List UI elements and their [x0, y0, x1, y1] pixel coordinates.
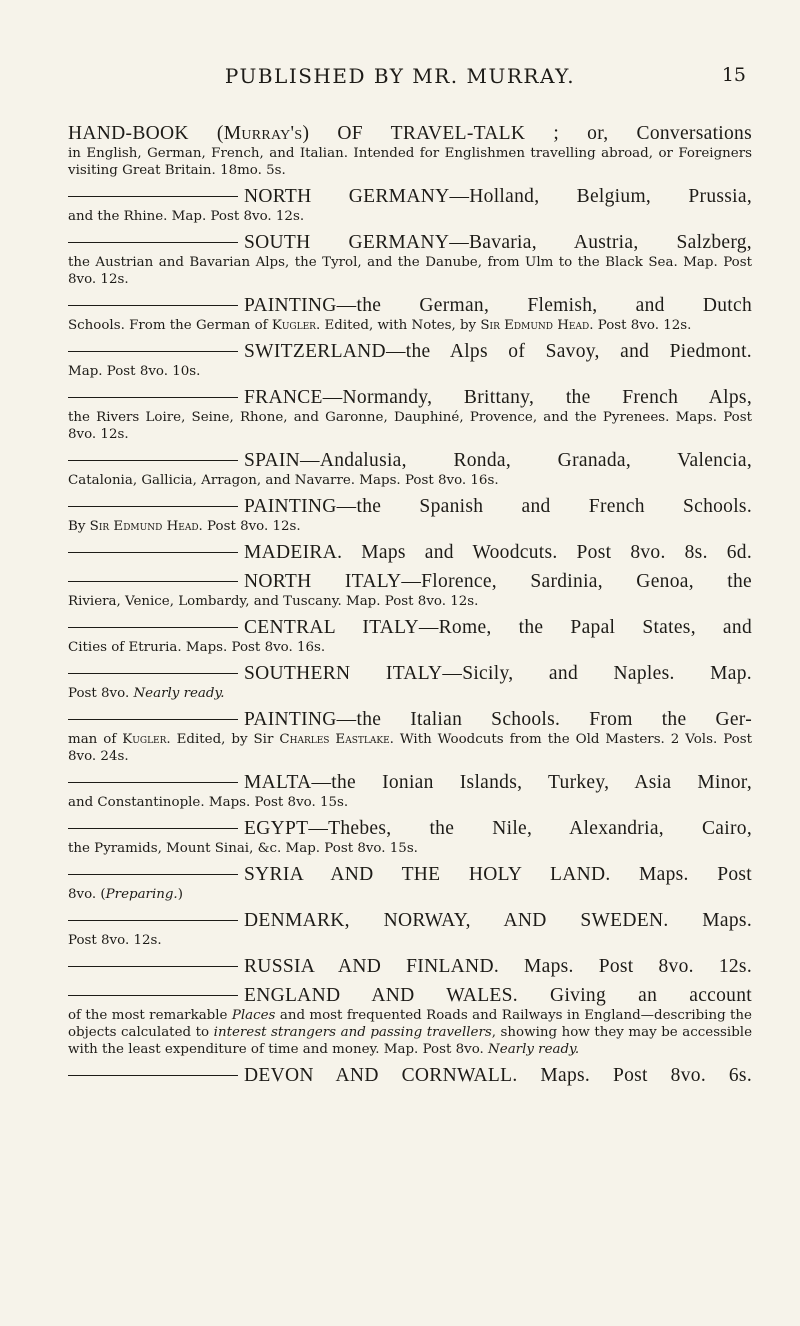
ditto-rule: [68, 828, 238, 829]
entry-heading-text: MADEIRA. Maps and Woodcuts. Post 8vo. 8s. 6d.: [244, 542, 752, 563]
entry-heading-text: DENMARK, NORWAY, AND SWEDEN. Maps.: [244, 910, 752, 931]
entry-text: . Post 8vo. 12s.: [589, 318, 692, 333]
entry-heading-smallcaps: Murray's: [223, 123, 303, 144]
ditto-rule: [68, 552, 238, 553]
emphasis-text: interest strangers and passing travellers: [213, 1025, 492, 1040]
entry-heading: [68, 122, 752, 145]
ditto-rule: [68, 719, 238, 720]
ditto-rule: [68, 995, 238, 996]
entry-text: Post 8vo.: [68, 686, 134, 701]
entry-description: Cities of Etruria. Maps. Post 8vo. 16s.: [68, 640, 326, 655]
entry-heading-text: HAND-BOOK (: [68, 123, 224, 144]
entry-heading-text: PAINTING—the German, Flemish, and Dutch: [244, 295, 752, 316]
entry-heading-text: MALTA—the Ionian Islands, Turkey, Asia Minor,: [244, 772, 752, 793]
entry-text: . Post 8vo. 12s.: [198, 519, 301, 534]
entry-heading: [68, 616, 752, 639]
entry-heading-text: CENTRAL ITALY—Rome, the Papal States, and: [244, 617, 752, 638]
catalogue-entry: [68, 662, 752, 702]
entry-description: the Austrian and Bavarian Alps, the Tyrol, and the Danube, from Ulm to the Black Sea. Map. Post 8vo. 12s.: [68, 255, 752, 287]
entry-heading-text: PAINTING—the Spanish and French Schools.: [244, 496, 752, 517]
entry-description: Catalonia, Gallicia, Arragon, and Navarre. Maps. Post 8vo. 16s.: [68, 473, 499, 488]
catalogue-entry: [68, 340, 752, 380]
entry-heading: [68, 909, 752, 932]
entry-description: [68, 886, 752, 903]
entry-description: [68, 1007, 752, 1058]
entry-description: the Pyramids, Mount Sinai, &c. Map. Post 8vo. 15s.: [68, 841, 418, 856]
entry-heading: [68, 449, 752, 472]
entry-heading-text: ) OF TRAVEL-TALK ; or, Conversations: [302, 123, 752, 144]
catalogue-entry: [68, 495, 752, 535]
entry-description: Post 8vo. 12s.: [68, 933, 162, 948]
author-name: Sir Edmund Head: [89, 519, 199, 534]
page-number: 15: [721, 64, 746, 86]
ditto-rule: [68, 196, 238, 197]
catalogue-entry: [68, 541, 752, 564]
catalogue-entry: [68, 570, 752, 610]
author-name: Kugler: [122, 732, 167, 747]
entry-heading: [68, 570, 752, 593]
ditto-rule: [68, 920, 238, 921]
entry-heading-text: SYRIA AND THE HOLY LAND. Maps. Post: [244, 864, 752, 885]
entry-heading-text: FRANCE—Normandy, Brittany, the French Alps,: [244, 387, 752, 408]
entry-heading-text: PAINTING—the Italian Schools. From the Ger-: [244, 709, 752, 730]
ditto-rule: [68, 506, 238, 507]
catalogue-entry: [68, 984, 752, 1058]
entry-heading: [68, 817, 752, 840]
status-note: Nearly ready.: [488, 1042, 580, 1057]
entry-text: of the most remarkable: [68, 1008, 232, 1023]
entry-heading: [68, 662, 752, 685]
entry-heading-text: RUSSIA AND FINLAND. Maps. Post 8vo. 12s.: [244, 956, 752, 977]
entry-description: [68, 518, 752, 535]
entry-text: man of: [68, 732, 123, 747]
entry-description: Riviera, Venice, Lombardy, and Tuscany. Map. Post 8vo. 12s.: [68, 594, 479, 609]
ditto-rule: [68, 397, 238, 398]
status-note: Preparing.: [105, 887, 178, 902]
catalogue-entry: [68, 708, 752, 765]
entry-description: and Constantinople. Maps. Post 8vo. 15s.: [68, 795, 349, 810]
entry-heading-text: DEVON AND CORNWALL. Maps. Post 8vo. 6s.: [244, 1065, 752, 1086]
catalogue-entry: [68, 817, 752, 857]
entry-heading-text: NORTH ITALY—Florence, Sardinia, Genoa, the: [244, 571, 752, 592]
entry-heading: [68, 340, 752, 363]
entry-heading: [68, 863, 752, 886]
catalogue-entry: [68, 955, 752, 978]
editor-name: Sir Edmund Head: [480, 318, 590, 333]
entry-heading: [68, 984, 752, 1007]
status-note: Nearly ready.: [133, 686, 225, 701]
entry-heading: [68, 771, 752, 794]
catalogue-entry: [68, 185, 752, 225]
entry-heading: [68, 955, 752, 978]
ditto-rule: [68, 627, 238, 628]
entry-heading: [68, 708, 752, 731]
ditto-rule: [68, 673, 238, 674]
ditto-rule: [68, 874, 238, 875]
catalogue-entry: [68, 863, 752, 903]
entry-text: , showing how they may be accessible with the least expenditure of time and money. Map. Post 8vo.: [68, 1025, 752, 1057]
entry-heading-text: NORTH GERMANY—Holland, Belgium, Prussia,: [244, 186, 752, 207]
entry-heading: [68, 386, 752, 409]
catalogue-entry: [68, 909, 752, 949]
entry-heading: [68, 1064, 752, 1087]
entry-text: . Edited, with Notes, by: [315, 318, 481, 333]
catalogue-entry: [68, 231, 752, 288]
ditto-rule: [68, 305, 238, 306]
catalogue-entry: [68, 122, 752, 179]
ditto-rule: [68, 782, 238, 783]
entry-description: Map. Post 8vo. 10s.: [68, 364, 201, 379]
entry-heading: [68, 185, 752, 208]
entry-text: By: [68, 519, 90, 534]
entry-heading-text: SPAIN—Andalusia, Ronda, Granada, Valencia,: [244, 450, 752, 471]
emphasis-text: Places: [231, 1008, 276, 1023]
catalogue-entry: [68, 386, 752, 443]
author-name: Kugler: [271, 318, 316, 333]
ditto-rule: [68, 1075, 238, 1076]
catalogue-entry: [68, 449, 752, 489]
catalogue-entry: [68, 1064, 752, 1087]
entry-heading-text: EGYPT—Thebes, the Nile, Alexandria, Cairo,: [244, 818, 752, 839]
entry-text: Schools. From the German of: [68, 318, 272, 333]
entry-description: the Rivers Loire, Seine, Rhone, and Garonne, Dauphiné, Provence, and the Pyrenees. Maps. Post 8vo. 12s.: [68, 410, 752, 442]
entry-text: and most frequented Roads and Railways in England—describing the objects calculated to: [68, 1008, 752, 1040]
entry-description: [68, 685, 752, 702]
entry-description: and the Rhine. Map. Post 8vo. 12s.: [68, 209, 305, 224]
entry-heading-text: SWITZERLAND—the Alps of Savoy, and Piedmont.: [244, 341, 752, 362]
entry-heading: [68, 231, 752, 254]
catalogue-entry: [68, 294, 752, 334]
catalogue-entries: [68, 122, 752, 1093]
entry-heading: [68, 541, 752, 564]
entry-description: in English, German, French, and Italian. Intended for Englishmen travelling abroad, or Foreigners visiting Great Britain. 18mo. 5s.: [68, 146, 752, 178]
editor-name: Charles Eastlake: [279, 732, 390, 747]
entry-description: [68, 317, 752, 334]
ditto-rule: [68, 966, 238, 967]
running-head: [0, 64, 800, 94]
entry-heading: [68, 294, 752, 317]
ditto-rule: [68, 460, 238, 461]
ditto-rule: [68, 581, 238, 582]
entry-heading: [68, 495, 752, 518]
entry-heading-text: SOUTHERN ITALY—Sicily, and Naples. Map.: [244, 663, 752, 684]
entry-text: ): [177, 887, 183, 902]
catalogue-entry: [68, 616, 752, 656]
ditto-rule: [68, 351, 238, 352]
entry-heading-text: SOUTH GERMANY—Bavaria, Austria, Salzberg,: [244, 232, 752, 253]
entry-text: . With Woodcuts from the Old Masters. 2 Vols. Post 8vo. 24s.: [68, 732, 752, 764]
entry-text: . Edited, by Sir: [166, 732, 280, 747]
running-title: PUBLISHED BY MR. MURRAY.: [224, 64, 576, 88]
entry-description: [68, 731, 752, 765]
entry-heading-text: ENGLAND AND WALES. Giving an account: [244, 985, 752, 1006]
ditto-rule: [68, 242, 238, 243]
entry-text: 8vo. (: [68, 887, 106, 902]
catalogue-entry: [68, 771, 752, 811]
